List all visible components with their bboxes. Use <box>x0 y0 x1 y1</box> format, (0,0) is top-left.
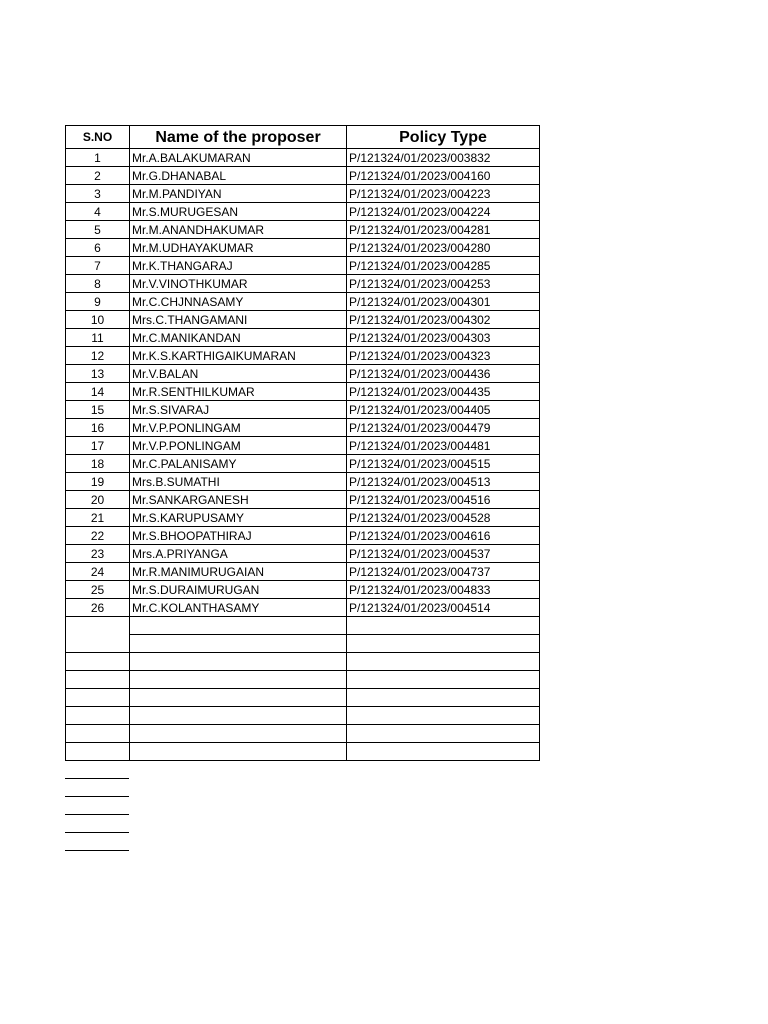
empty-table-row <box>65 634 540 652</box>
policy-cell: P/121324/01/2023/004737 <box>346 562 540 580</box>
table-header-row <box>65 125 540 146</box>
sno-cell: 16 <box>65 418 129 436</box>
name-cell: Mr.V.VINOTHKUMAR <box>129 274 346 292</box>
table-row <box>65 526 540 544</box>
sno-cell: 6 <box>65 238 129 256</box>
name-cell <box>129 652 346 670</box>
table-row <box>65 328 540 346</box>
name-cell: Mr.K.S.KARTHIGAIKUMARAN <box>129 346 346 364</box>
table-row <box>65 508 540 526</box>
sno-cell: 12 <box>65 346 129 364</box>
policy-cell: P/121324/01/2023/004514 <box>346 598 540 616</box>
policy-cell: P/121324/01/2023/004435 <box>346 382 540 400</box>
name-cell <box>129 616 346 634</box>
name-cell: Mr.C.KOLANTHASAMY <box>129 598 346 616</box>
sno-cell: 11 <box>65 328 129 346</box>
name-cell: Mr.A.BALAKUMARAN <box>129 148 346 166</box>
sno-cell <box>65 616 129 634</box>
name-cell: Mr.V.P.PONLINGAM <box>129 436 346 454</box>
column-stub-line <box>65 850 129 851</box>
table-row <box>65 184 540 202</box>
sno-cell: 24 <box>65 562 129 580</box>
name-cell <box>129 670 346 688</box>
policy-cell: P/121324/01/2023/004281 <box>346 220 540 238</box>
sno-cell: 5 <box>65 220 129 238</box>
policy-cell <box>346 724 540 742</box>
table-row <box>65 256 540 274</box>
sno-cell: 10 <box>65 310 129 328</box>
empty-table-row <box>65 706 540 724</box>
sno-cell: 14 <box>65 382 129 400</box>
table-row <box>65 400 540 418</box>
policy-cell: P/121324/01/2023/004303 <box>346 328 540 346</box>
policy-cell: P/121324/01/2023/004537 <box>346 544 540 562</box>
empty-table-row <box>65 652 540 670</box>
policy-cell <box>346 670 540 688</box>
name-cell: Mrs.A.PRIYANGA <box>129 544 346 562</box>
policy-cell: P/121324/01/2023/004160 <box>346 166 540 184</box>
column-stub-line <box>65 778 129 779</box>
policy-cell <box>346 616 540 634</box>
name-cell: Mr.S.MURUGESAN <box>129 202 346 220</box>
empty-table-row <box>65 616 540 634</box>
name-cell <box>129 706 346 724</box>
sno-cell: 26 <box>65 598 129 616</box>
sno-cell <box>65 652 129 670</box>
table-row <box>65 310 540 328</box>
empty-table-row <box>65 688 540 706</box>
policy-cell: P/121324/01/2023/004616 <box>346 526 540 544</box>
table-row <box>65 274 540 292</box>
name-cell: Mr.V.P.PONLINGAM <box>129 418 346 436</box>
sno-cell: 4 <box>65 202 129 220</box>
table-row <box>65 220 540 238</box>
sno-cell: 22 <box>65 526 129 544</box>
header-name: Name of the proposer <box>129 125 346 148</box>
empty-table-row <box>65 724 540 742</box>
sno-cell: 15 <box>65 400 129 418</box>
name-cell: Mr.R.MANIMURUGAIAN <box>129 562 346 580</box>
table-bottom-border <box>65 760 540 761</box>
policy-cell: P/121324/01/2023/004481 <box>346 436 540 454</box>
sno-cell: 1 <box>65 148 129 166</box>
name-cell: Mr.C.PALANISAMY <box>129 454 346 472</box>
policy-cell: P/121324/01/2023/004301 <box>346 292 540 310</box>
table-row <box>65 382 540 400</box>
sno-cell: 20 <box>65 490 129 508</box>
name-cell: Mr.S.SIVARAJ <box>129 400 346 418</box>
table-row <box>65 544 540 562</box>
name-cell: Mr.V.BALAN <box>129 364 346 382</box>
table-row <box>65 472 540 490</box>
policy-cell <box>346 634 540 652</box>
policy-cell <box>346 706 540 724</box>
column-stub-line <box>65 832 129 833</box>
name-cell: Mr.M.ANANDHAKUMAR <box>129 220 346 238</box>
policy-cell: P/121324/01/2023/004223 <box>346 184 540 202</box>
policy-cell: P/121324/01/2023/004405 <box>346 400 540 418</box>
sno-cell <box>65 634 129 652</box>
column-stub-line <box>65 796 129 797</box>
sno-cell: 8 <box>65 274 129 292</box>
policy-cell: P/121324/01/2023/004253 <box>346 274 540 292</box>
name-cell: Mr.C.CHJNNASAMY <box>129 292 346 310</box>
name-cell: Mr.C.MANIKANDAN <box>129 328 346 346</box>
policy-cell <box>346 742 540 760</box>
sno-cell: 25 <box>65 580 129 598</box>
table-row <box>65 148 540 166</box>
table-row <box>65 436 540 454</box>
table-row <box>65 562 540 580</box>
table-row <box>65 238 540 256</box>
sno-cell: 9 <box>65 292 129 310</box>
sno-cell: 21 <box>65 508 129 526</box>
table-row <box>65 202 540 220</box>
table-row <box>65 418 540 436</box>
name-cell: Mrs.C.THANGAMANI <box>129 310 346 328</box>
table-row <box>65 598 540 616</box>
empty-table-row <box>65 670 540 688</box>
sno-cell: 19 <box>65 472 129 490</box>
policy-cell: P/121324/01/2023/004224 <box>346 202 540 220</box>
sno-cell: 23 <box>65 544 129 562</box>
policy-cell: P/121324/01/2023/004479 <box>346 418 540 436</box>
header-policy: Policy Type <box>346 125 540 148</box>
policy-cell: P/121324/01/2023/004323 <box>346 346 540 364</box>
name-cell: Mrs.B.SUMATHI <box>129 472 346 490</box>
policy-cell: P/121324/01/2023/004302 <box>346 310 540 328</box>
table-row <box>65 292 540 310</box>
name-cell: Mr.K.THANGARAJ <box>129 256 346 274</box>
policy-cell: P/121324/01/2023/004516 <box>346 490 540 508</box>
sno-cell: 13 <box>65 364 129 382</box>
policy-cell: P/121324/01/2023/004833 <box>346 580 540 598</box>
sno-cell: 18 <box>65 454 129 472</box>
name-cell: Mr.M.PANDIYAN <box>129 184 346 202</box>
sno-cell: 17 <box>65 436 129 454</box>
name-cell <box>129 634 346 652</box>
sno-cell: 2 <box>65 166 129 184</box>
policy-cell: P/121324/01/2023/004515 <box>346 454 540 472</box>
policy-cell: P/121324/01/2023/004436 <box>346 364 540 382</box>
table-row <box>65 364 540 382</box>
header-sno: S.NO <box>65 125 129 148</box>
name-cell <box>129 724 346 742</box>
table-row <box>65 454 540 472</box>
column-stub-line <box>65 814 129 815</box>
name-cell: Mr.S.BHOOPATHIRAJ <box>129 526 346 544</box>
empty-table-row <box>65 742 540 760</box>
policy-cell: P/121324/01/2023/004528 <box>346 508 540 526</box>
table-row <box>65 490 540 508</box>
sno-cell <box>65 724 129 742</box>
sno-cell: 7 <box>65 256 129 274</box>
sno-cell <box>65 670 129 688</box>
sno-cell: 3 <box>65 184 129 202</box>
policy-cell: P/121324/01/2023/003832 <box>346 148 540 166</box>
name-cell <box>129 688 346 706</box>
sno-cell <box>65 706 129 724</box>
table-row <box>65 346 540 364</box>
policy-cell: P/121324/01/2023/004280 <box>346 238 540 256</box>
name-cell: Mr.G.DHANABAL <box>129 166 346 184</box>
name-cell: Mr.SANKARGANESH <box>129 490 346 508</box>
sno-cell <box>65 742 129 760</box>
name-cell: Mr.S.KARUPUSAMY <box>129 508 346 526</box>
name-cell: Mr.R.SENTHILKUMAR <box>129 382 346 400</box>
table-row <box>65 580 540 598</box>
name-cell <box>129 742 346 760</box>
policy-cell: P/121324/01/2023/004285 <box>346 256 540 274</box>
table-row <box>65 166 540 184</box>
sno-cell <box>65 688 129 706</box>
policy-cell <box>346 688 540 706</box>
policy-cell: P/121324/01/2023/004513 <box>346 472 540 490</box>
name-cell: Mr.M.UDHAYAKUMAR <box>129 238 346 256</box>
policy-cell <box>346 652 540 670</box>
name-cell: Mr.S.DURAIMURUGAN <box>129 580 346 598</box>
